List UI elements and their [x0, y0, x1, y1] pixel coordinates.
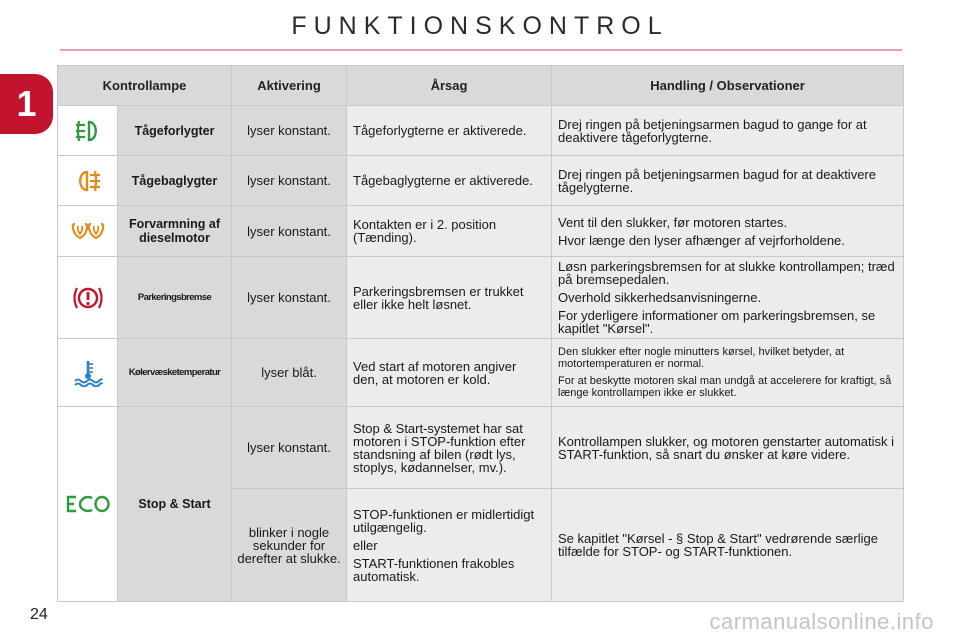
- cause-text: STOP-funktionen er midlertidigt utilgængelig.: [353, 506, 535, 535]
- table-row: [58, 257, 904, 339]
- cause-cell: Parkeringsbremsen er trukket eller ikke helt løsnet.: [347, 257, 552, 339]
- glow-plug-icon: [71, 220, 105, 242]
- cause-cell: [347, 489, 552, 602]
- activation-cell: lyser konstant.: [232, 206, 347, 257]
- lamp-name: Stop & Start: [118, 407, 232, 602]
- cause-cell: Ved start af motoren angiver den, at motoren er kold.: [347, 339, 552, 407]
- cause-cell: Kontakten er i 2. position (Tænding).: [347, 206, 552, 257]
- handling-cell: Kontrollampen slukker, og motoren genstarter automatisk i START-funktion, så snart du ønsker at køre videre.: [552, 407, 904, 489]
- watermark: carmanualsonline.info: [709, 609, 934, 634]
- table-header-row: [58, 66, 904, 106]
- handling-cell: [552, 156, 904, 206]
- lamp-name: Tågeforlygter: [118, 106, 232, 156]
- activation-cell: blinker i nogle sekunder for derefter at slukke.: [232, 489, 347, 602]
- rear-fog-light-icon: [73, 169, 103, 193]
- lamp-name: Tågebaglygter: [118, 156, 232, 206]
- front-fog-light-icon: [73, 119, 103, 143]
- handling-text: Drej ringen på betjeningsarmen bagud to gange for at deaktivere tågeforlygterne.: [558, 116, 867, 145]
- lamp-name: Parkeringsbremse: [118, 257, 232, 339]
- table-row: [58, 407, 904, 489]
- activation-cell: lyser konstant.: [232, 407, 347, 489]
- parking-brake-icon: [72, 284, 104, 312]
- handling-text: Drej ringen på betjeningsarmen bagud for at deaktivere tågelygterne.: [558, 166, 876, 195]
- handling-text: Overhold sikkerhedsanvisningerne.: [558, 290, 762, 305]
- header-handling: Handling / Observationer: [552, 66, 904, 106]
- handling-cell: Se kapitlet "Kørsel - § Stop & Start" vedrørende særlige tilfælde for STOP- og START-funktionen.: [552, 489, 904, 602]
- handling-text: Løsn parkeringsbremsen for at slukke kontrollampen; træd på bremsepedalen.: [558, 259, 895, 287]
- table-row: [58, 106, 904, 156]
- header-aktivering: Aktivering: [232, 66, 347, 106]
- activation-cell: lyser konstant.: [232, 257, 347, 339]
- cause-text: eller: [353, 537, 378, 553]
- activation-cell: lyser konstant.: [232, 156, 347, 206]
- activation-cell: lyser konstant.: [232, 106, 347, 156]
- eco-icon: [65, 494, 111, 514]
- handling-text: Den slukker efter nogle minutters kørsel, hvilket betyder, at motortemperaturen er normal.: [558, 346, 845, 370]
- header-kontrollampe: Kontrollampe: [58, 66, 232, 106]
- title-divider: [60, 49, 902, 51]
- handling-cell: [552, 257, 904, 339]
- handling-cell: [552, 206, 904, 257]
- handling-text: Hvor længe den lyser afhænger af vejrforholdene.: [558, 232, 845, 248]
- chapter-tab: 1: [0, 74, 53, 134]
- handling-cell: [552, 339, 904, 407]
- header-aarsag: Årsag: [347, 66, 552, 106]
- lamp-name: Kølervæsketemperatur: [118, 339, 232, 407]
- cause-cell: Stop & Start-systemet har sat motoren i STOP-funktion efter standsning af bilen (rødt lys, stoplys, kødannelser, mv.).: [347, 407, 552, 489]
- table-row: [58, 339, 904, 407]
- handling-text: Vent til den slukker, før motoren startes.: [558, 214, 788, 230]
- handling-cell: [552, 106, 904, 156]
- activation-cell: lyser blåt.: [232, 339, 347, 407]
- cause-cell: Tågebaglygterne er aktiverede.: [347, 156, 552, 206]
- table-row: [58, 206, 904, 257]
- handling-text: For yderligere informationer om parkeringsbremsen, se kapitlet "Kørsel".: [558, 308, 876, 336]
- warning-lamp-table: [57, 65, 904, 602]
- handling-text: For at beskytte motoren skal man undgå at accelerere for kraftigt, så længe kontrollampen ikke er slukket.: [558, 375, 892, 399]
- lamp-name: Forvarmning af dieselmotor: [118, 206, 232, 257]
- cause-cell: Tågeforlygterne er aktiverede.: [347, 106, 552, 156]
- cause-text: START-funktionen frakobles automatisk.: [353, 555, 515, 584]
- page-title: FUNKTIONSKONTROL: [291, 12, 669, 40]
- coolant-temperature-icon: [72, 359, 104, 387]
- table-row: [58, 156, 904, 206]
- page-number: 24: [30, 606, 48, 623]
